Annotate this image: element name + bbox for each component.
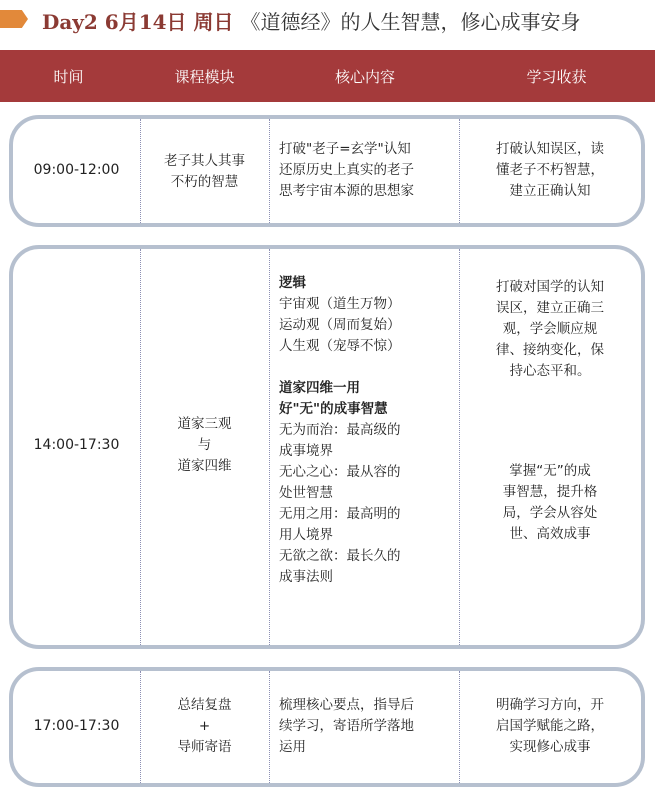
title-bar (0, 0, 655, 44)
content-line: 成事境界 (279, 443, 333, 459)
content-cell (279, 273, 459, 588)
content-line: 打破"老子=玄学"认知 (279, 141, 411, 157)
title-day: Day2 6月14日 周日 (42, 10, 234, 34)
content-line: 运用 (279, 739, 306, 755)
content-line: 梳理核心要点，指导后 (279, 697, 414, 713)
gain-line: 实现修心成事 (509, 739, 591, 755)
module-line: 道家三观 (177, 416, 232, 432)
gain-line: 持心态平和。 (509, 363, 591, 379)
gain-line: 懂老子不朽智慧， (496, 162, 604, 178)
module-line: 总结复盘 (177, 697, 232, 713)
content-cell (279, 139, 459, 202)
table-header (0, 50, 655, 102)
gain-line: 事智慧，提升格 (502, 484, 598, 500)
gain-line: 打破认知误区，读 (496, 141, 604, 157)
gain-line: 局，学会从容处 (502, 505, 598, 521)
gain-line: 建立正确认知 (509, 183, 591, 199)
table-row (9, 245, 645, 649)
module-line: + (198, 718, 211, 734)
header-time: 时间 (53, 67, 84, 86)
module-cell (140, 414, 269, 477)
content-heading: 逻辑 (279, 275, 306, 291)
gain-cell (459, 139, 641, 202)
module-cell (140, 151, 269, 193)
gain-cell (459, 277, 641, 382)
module-cell (140, 695, 269, 758)
gain-cell (459, 461, 641, 545)
column-divider (269, 671, 270, 783)
gain-cell (459, 695, 641, 758)
content-cell (279, 695, 459, 758)
gain-line: 明确学习方向，开 (496, 697, 604, 713)
content-line: 无欲之欲：最长久的 (279, 548, 401, 564)
gain-line: 世、高效成事 (509, 526, 591, 542)
header-gain: 学习收获 (526, 67, 587, 86)
column-divider (269, 119, 270, 223)
time-cell: 17:00-17:30 (33, 718, 120, 734)
content-line: 无用之用：最高明的 (279, 506, 401, 522)
content-line: 还原历史上真实的老子 (279, 162, 414, 178)
header-content: 核心内容 (334, 67, 395, 86)
gain-line: 掌握“无”的成 (509, 463, 591, 479)
content-line: 处世智慧 (279, 485, 333, 501)
content-line: 成事法则 (279, 569, 333, 585)
time-cell: 09:00-12:00 (33, 162, 120, 178)
content-line: 运动观（周而复始） (279, 317, 401, 333)
gain-line: 打破对国学的认知 (496, 279, 604, 295)
tag-icon (0, 10, 28, 28)
gain-line: 观，学会顺应规 (502, 321, 598, 337)
content-line: 无心之心：最从容的 (279, 464, 401, 480)
gain-line: 误区，建立正确三 (496, 300, 604, 316)
content-line: 用人境界 (279, 527, 333, 543)
module-line: 导师寄语 (177, 739, 232, 755)
content-line: 人生观（宠辱不惊） (279, 338, 401, 354)
content-line: 无为而治：最高级的 (279, 422, 401, 438)
content-line: 宇宙观（道生万物） (279, 296, 401, 312)
gain-line: 律、接纳变化，保 (496, 342, 604, 358)
header-module: 课程模块 (174, 67, 235, 86)
table-row (9, 667, 645, 787)
table-row (9, 115, 645, 227)
module-line: 与 (197, 437, 212, 453)
module-line: 不朽的智慧 (170, 174, 239, 190)
content-heading: 道家四维一用 (279, 380, 360, 396)
module-line: 老子其人其事 (164, 153, 245, 169)
content-line: 思考宇宙本源的思想家 (279, 183, 414, 199)
time-cell: 14:00-17:30 (33, 437, 120, 453)
gain-line: 启国学赋能之路， (496, 718, 604, 734)
title-theme: 《道德经》的人生智慧，修心成事安身 (240, 10, 581, 34)
content-heading: 好"无"的成事智慧 (279, 401, 388, 417)
content-line: 续学习，寄语所学落地 (279, 718, 414, 734)
module-line: 道家四维 (177, 458, 232, 474)
page-title (42, 6, 580, 35)
column-divider (269, 249, 270, 645)
